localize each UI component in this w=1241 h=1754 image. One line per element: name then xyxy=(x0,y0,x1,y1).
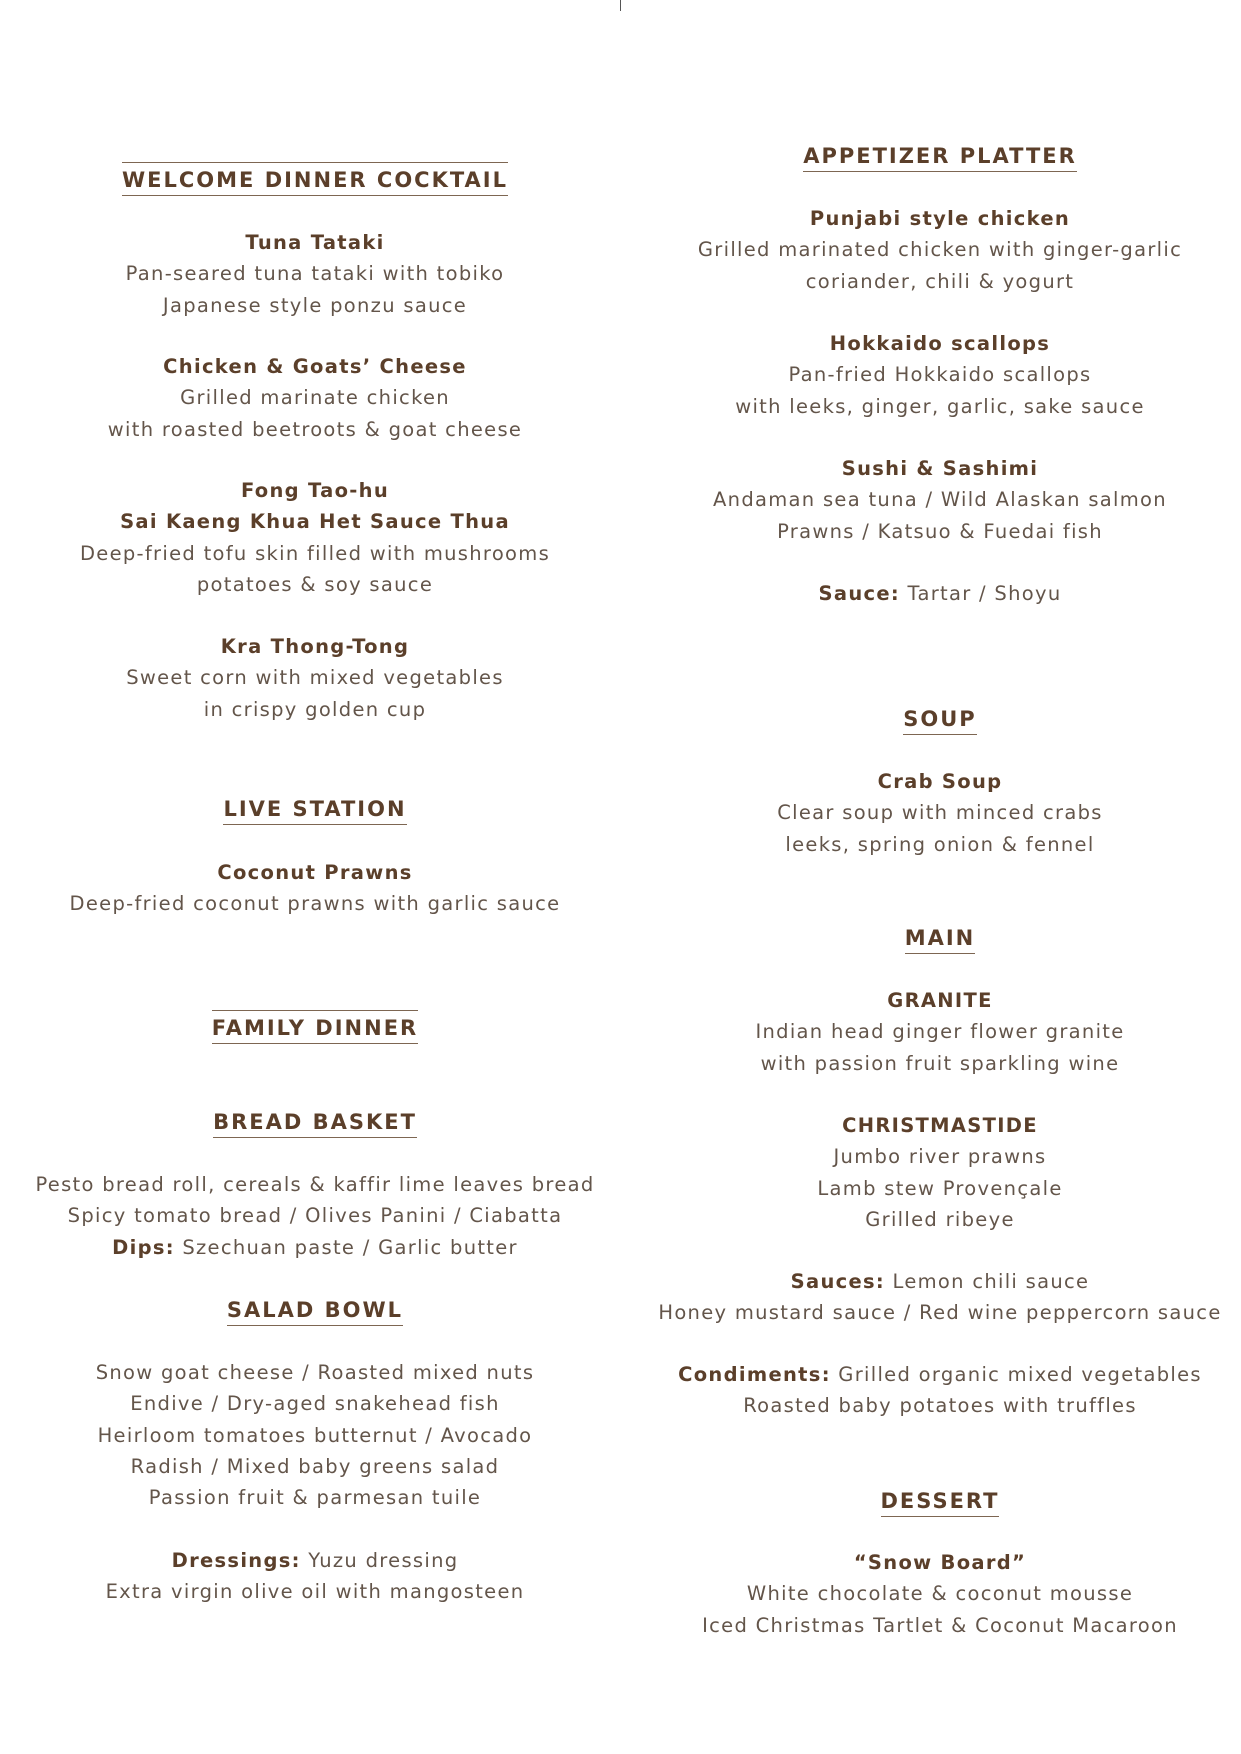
menu-item-coconut-prawns xyxy=(15,857,615,920)
menu-item-fong-tao-hu xyxy=(15,475,615,600)
item-desc: with passion fruit sparkling wine xyxy=(760,1051,1120,1075)
menu-item-punjabi-chicken xyxy=(640,203,1240,297)
dessert-heading: DESSERT xyxy=(640,1487,1240,1517)
item-desc: Grilled ribeye xyxy=(865,1207,1015,1231)
item-name: Fong Tao-hu xyxy=(240,479,390,502)
item-name: Chicken & Goats’ Cheese xyxy=(163,355,467,378)
salad-line: Snow goat cheese / Roasted mixed nuts xyxy=(95,1361,535,1384)
salad-line: Passion fruit & parmesan tuile xyxy=(148,1486,482,1510)
condiments-label: Condiments: xyxy=(678,1363,831,1386)
item-name: Hokkaido scallops xyxy=(829,332,1051,355)
sauces-line-2: Honey mustard sauce / Red wine peppercorn sauce xyxy=(658,1301,1222,1325)
item-name: Crab Soup xyxy=(877,770,1003,793)
salad-line: Radish / Mixed baby greens salad xyxy=(130,1454,500,1478)
item-name: Sushi & Sashimi xyxy=(841,457,1039,480)
item-desc: Pan-seared tuna tataki with tobiko xyxy=(125,262,505,286)
item-desc: with leeks, ginger, garlic, sake sauce xyxy=(735,394,1145,418)
item-name: Punjabi style chicken xyxy=(809,207,1071,230)
item-desc: Pan-fried Hokkaido scallops xyxy=(788,363,1092,387)
item-desc: Indian head ginger flower granite xyxy=(755,1020,1125,1044)
item-desc: Grilled marinate chicken xyxy=(180,386,450,410)
item-desc: White chocolate & coconut mousse xyxy=(746,1582,1134,1606)
salad-bowl-list xyxy=(15,1357,615,1513)
sauce-block xyxy=(640,578,1240,609)
sauces-label: Sauces: xyxy=(790,1270,886,1293)
salad-line: Heirloom tomatoes butternut / Avocado xyxy=(97,1423,533,1447)
item-desc: Japanese style ponzu sauce xyxy=(162,293,468,317)
sauces-block xyxy=(640,1266,1240,1329)
item-desc: Iced Christmas Tartlet & Coconut Macaroon xyxy=(702,1613,1178,1637)
item-desc: coriander, chili & yogurt xyxy=(805,269,1075,293)
condiments-block xyxy=(640,1359,1240,1422)
condiments-line-2: Roasted baby potatoes with truffles xyxy=(743,1394,1137,1418)
condiments-text: Grilled organic mixed vegetables xyxy=(830,1363,1202,1386)
item-desc: Clear soup with minced crabs xyxy=(777,801,1103,825)
bread-basket-list xyxy=(15,1169,615,1263)
dressings-line-2: Extra virgin olive oil with mangosteen xyxy=(105,1580,525,1604)
item-desc: potatoes & soy sauce xyxy=(196,572,434,596)
item-desc: in crispy golden cup xyxy=(203,697,427,721)
menu-item-chicken-goats-cheese xyxy=(15,351,615,445)
dressings-text: Yuzu dressing xyxy=(300,1549,459,1572)
item-desc: Deep-fried tofu skin filled with mushrooms xyxy=(79,541,551,565)
menu-item-snow-board xyxy=(640,1547,1240,1641)
menu-item-hokkaido-scallops xyxy=(640,328,1240,422)
soup-heading: SOUP xyxy=(640,705,1240,735)
dips-label: Dips: xyxy=(112,1235,175,1259)
item-name: “Snow Board” xyxy=(853,1551,1027,1574)
sauces-line xyxy=(640,1266,1240,1297)
sauce-line xyxy=(640,578,1240,609)
sauces-text: Lemon chili sauce xyxy=(885,1270,1090,1293)
family-dinner-heading: FAMILY DINNER xyxy=(15,1010,615,1044)
welcome-cocktail-heading: WELCOME DINNER COCKTAIL xyxy=(15,162,615,196)
menu-item-crab-soup xyxy=(640,766,1240,860)
sauce-label: Sauce: xyxy=(818,582,900,605)
item-name-second-line: Sai Kaeng Khua Het Sauce Thua xyxy=(120,510,510,534)
menu-item-christmastide xyxy=(640,1110,1240,1235)
dressings-block xyxy=(15,1545,615,1608)
item-desc: Lamb stew Provençale xyxy=(817,1176,1063,1200)
dips-text: Szechuan paste / Garlic butter xyxy=(174,1235,518,1259)
bread-line: Spicy tomato bread / Olives Panini / Ciabatta xyxy=(67,1204,563,1228)
menu-item-kra-thong-tong xyxy=(15,631,615,725)
salad-bowl-heading: SALAD BOWL xyxy=(15,1296,615,1326)
item-desc: leeks, spring onion & fennel xyxy=(785,832,1095,856)
item-desc: Prawns / Katsuo & Fuedai fish xyxy=(777,519,1103,543)
item-name: CHRISTMASTIDE xyxy=(842,1114,1038,1137)
item-desc: with roasted beetroots & goat cheese xyxy=(107,417,523,441)
dips-line xyxy=(15,1232,615,1263)
item-name: Tuna Tataki xyxy=(245,231,385,254)
crop-mark xyxy=(620,0,621,11)
bread-basket-heading: BREAD BASKET xyxy=(15,1108,615,1138)
bread-line: Pesto bread roll, cereals & kaffir lime leaves bread xyxy=(35,1173,595,1196)
item-desc: Sweet corn with mixed vegetables xyxy=(126,666,504,690)
sauce-text: Tartar / Shoyu xyxy=(899,582,1062,605)
item-desc: Jumbo river prawns xyxy=(833,1145,1047,1169)
dressings-line xyxy=(15,1545,615,1576)
condiments-line xyxy=(640,1359,1240,1390)
item-desc: Grilled marinated chicken with ginger-garlic xyxy=(697,238,1183,262)
menu-item-granite xyxy=(640,985,1240,1079)
salad-line: Endive / Dry-aged snakehead fish xyxy=(130,1392,500,1416)
live-station-heading: LIVE STATION xyxy=(15,795,615,825)
menu-item-tuna-tataki xyxy=(15,227,615,321)
item-name: Coconut Prawns xyxy=(217,861,413,884)
appetizer-platter-heading: APPETIZER PLATTER xyxy=(640,142,1240,172)
item-desc: Andaman sea tuna / Wild Alaskan salmon xyxy=(713,488,1167,512)
item-desc: Deep-fried coconut prawns with garlic sauce xyxy=(69,892,561,916)
item-name: Kra Thong-Tong xyxy=(220,635,410,658)
menu-item-sushi-sashimi xyxy=(640,453,1240,547)
main-heading: MAIN xyxy=(640,924,1240,954)
dressings-label: Dressings: xyxy=(171,1549,301,1572)
item-name: GRANITE xyxy=(887,989,993,1012)
